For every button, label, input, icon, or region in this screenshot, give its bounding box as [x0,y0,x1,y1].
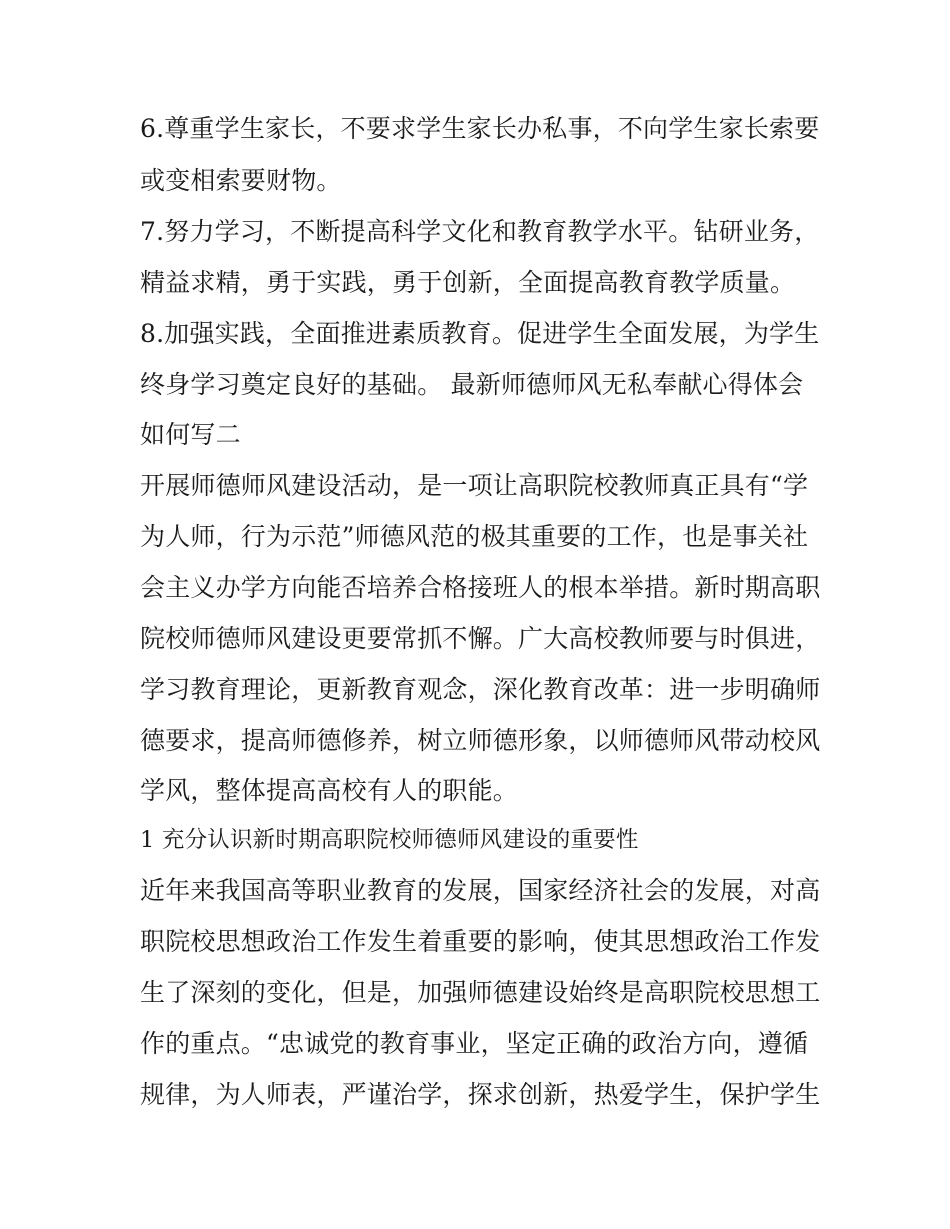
text-line: 6.尊重学生家长，不要求学生家长办私事，不向学生家长索要 [140,114,820,143]
section-heading: 1 充分认识新时期高职院校师德师风建设的重要性 [140,827,639,853]
text-line: 作的重点。“忠诚党的教育事业，坚定正确的政治方向，遵循 [140,1029,809,1058]
text-line: 或变相索要财物。 [140,166,342,195]
text-line: 职院校思想政治工作发生着重要的影响，使其思想政治工作发 [140,927,821,956]
text-line: 终身学习奠定良好的基础。 最新师德师风无私奉献心得体会 [140,370,804,399]
text-line: 学习教育理论，更新教育观念，深化教育改革：进一步明确师 [140,675,821,704]
text-line: 德要求，提高师德修养，树立师德形象，以师德师风带动校风 [140,726,821,755]
text-line: 院校师德师风建设更要常抓不懈。广大高校教师要与时俱进， [140,624,821,653]
text-line: 开展师德师风建设活动，是一项让高职院校教师真正具有“学 [140,471,809,500]
text-line: 学风，整体提高高校有人的职能。 [140,776,519,805]
text-line: 8.加强实践，全面推进素质教育。促进学生全面发展，为学生 [140,319,820,348]
text-line: 精益求精，勇于实践，勇于创新，全面提高教育教学质量。 [140,268,796,297]
text-line: 规律，为人师表，严谨治学，探求创新，热爱学生，保护学生 [140,1080,821,1109]
text-line: 为人师，行为示范”师德风范的极其重要的工作，也是事关社 [140,522,809,551]
text-line: 7.努力学习，不断提高科学文化和教育教学水平。钻研业务， [140,217,820,246]
text-line: 近年来我国高等职业教育的发展，国家经济社会的发展，对高 [140,876,821,905]
text-line: 会主义办学方向能否培养合格接班人的根本举措。新时期高职 [140,573,821,602]
text-line: 生了深刻的变化，但是，加强师德建设始终是高职院校思想工 [140,978,821,1007]
text-line: 如何写二 [140,420,241,449]
